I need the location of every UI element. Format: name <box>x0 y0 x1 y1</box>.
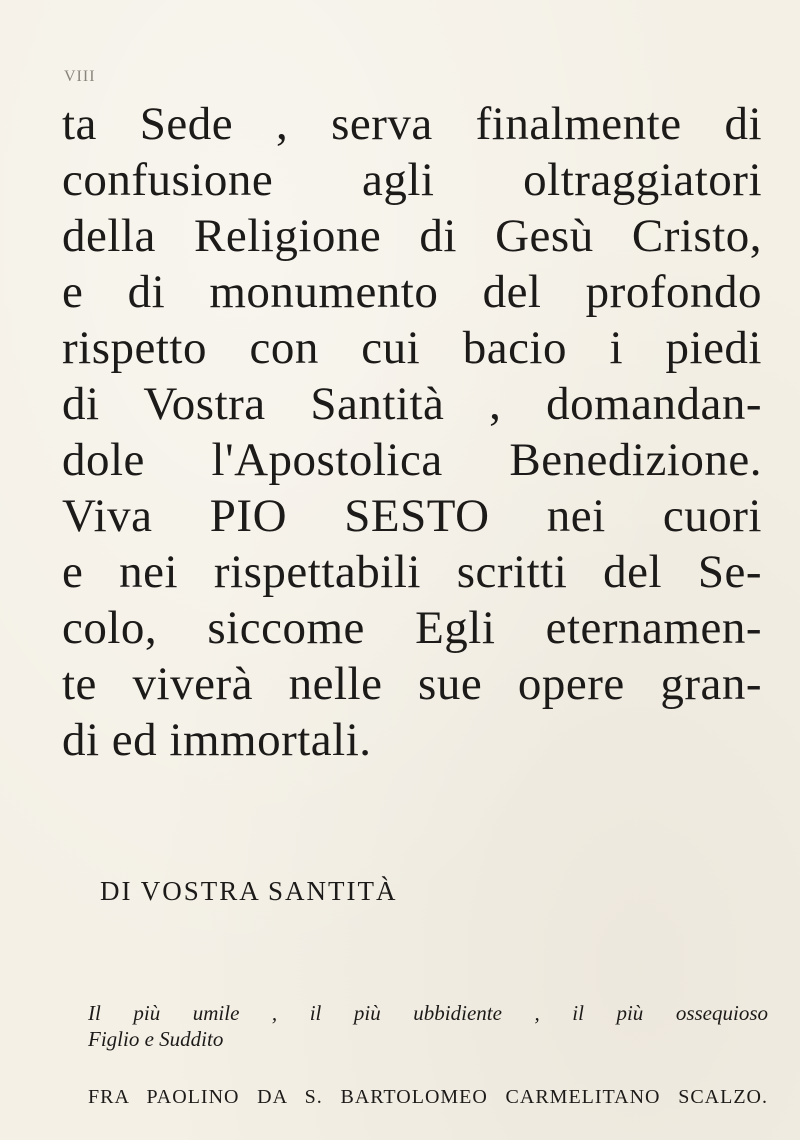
body-line: ta Sede , serva finalmente di <box>62 98 762 150</box>
subscription-line: Figlio e Suddito <box>88 1027 224 1051</box>
subscription-line: Il più umile , il più ubbidiente , il più ossequioso <box>88 1001 768 1025</box>
subscription-block <box>88 1000 768 1052</box>
body-line: confusione agli oltraggiatori <box>62 154 762 206</box>
body-line: e di monumento del profondo <box>62 266 762 318</box>
author-signature: FRA PAOLINO DA S. BARTOLOMEO CARMELITANO SCALZO. <box>88 1086 768 1108</box>
body-line: colo, siccome Egli eternamen- <box>62 602 762 654</box>
body-line: di Vostra Santità , domandan- <box>62 378 762 430</box>
body-line: e nei rispettabili scritti del Se- <box>62 546 762 598</box>
body-paragraph <box>62 96 762 768</box>
closing-salutation: DI VOSTRA SANTITÀ <box>100 876 398 906</box>
page-number: VIII <box>64 68 96 85</box>
body-line: della Religione di Gesù Cristo, <box>62 210 762 262</box>
body-line: di ed immortali. <box>62 714 372 766</box>
body-line: te viverà nelle sue opere gran- <box>62 658 762 710</box>
body-line: dole l'Apostolica Benedizione. <box>62 434 762 486</box>
body-line: rispetto con cui bacio i piedi <box>62 322 762 374</box>
body-line: Viva PIO SESTO nei cuori <box>62 490 762 542</box>
